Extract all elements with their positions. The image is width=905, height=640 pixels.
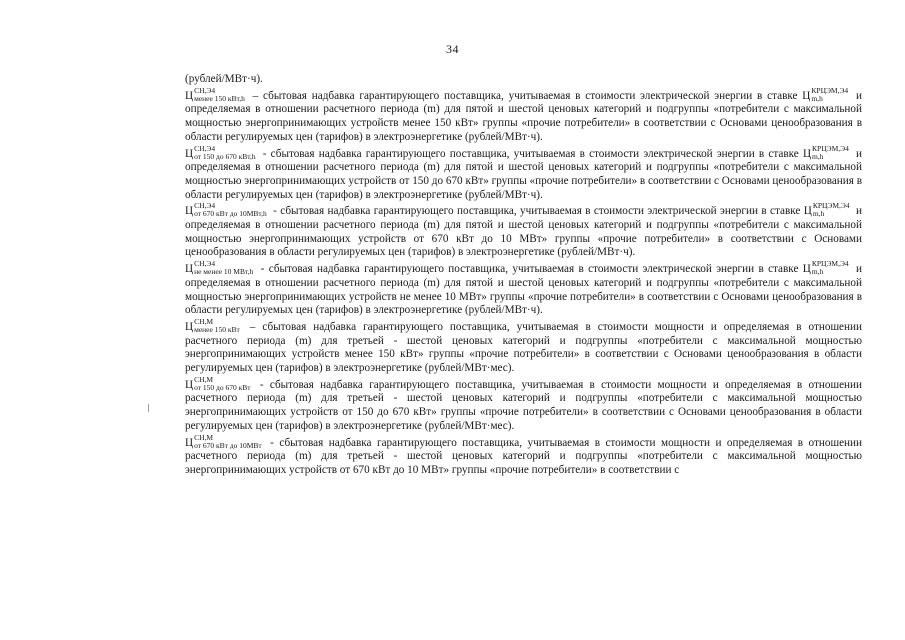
page-number: 34: [446, 42, 459, 56]
definition-text: - сбытовая надбавка гарантирующего поставщика, учитываемая в стоимости электрической энергии в ставке: [256, 263, 803, 276]
definition-text: - сбытовая надбавка гарантирующего поставщика, учитываемая в стоимости мощности и определяемая в отношении расчетного периода (m) для третьей - шестой ценовых категорий и подгруппы «потребители с максимальной мощностью энергопринимающих устройств от 150 до 670 кВт» группы «прочие потребители» в соответствии с Основами ценообразования в области регулируемых цен (тарифов) в электроэнергетике (рублей/МВт·мес).: [185, 378, 862, 432]
formula-symbol: Ц СН,Э4 от 150 до 670 кВт,h: [185, 143, 256, 161]
formula-symbol: Ц КРЦЭМ,Э4 m,h: [802, 259, 849, 277]
formula-symbol: Ц КРЦЭМ,Э4 m,h: [802, 85, 849, 103]
definition-paragraph: [185, 145, 862, 203]
formula-symbol: Ц СН,М менее 150 кВт: [185, 316, 240, 334]
definition-paragraph: [185, 87, 862, 145]
formula-symbol: Ц КРЦЭМ,Э4 m,h: [803, 201, 850, 219]
definition-text: – сбытовая надбавка гарантирующего поставщика, учитываемая в стоимости мощности и определяемая в отношении расчетного периода (m) для третьей - шестой ценовых категорий и подгруппы «потребители с максимальной мощностью энергопринимающих устройств менее 150 кВт» группы «прочие потребители» в соответствии с Основами ценообразования в области регулируемых цен (тарифов) в электроэнергетике (рублей/МВт·мес).: [185, 320, 862, 375]
formula-symbol: Ц СН,М от 150 до 670 кВт: [185, 374, 251, 392]
formula-symbol: Ц СН,М от 670 кВт до 10МВт: [185, 432, 262, 450]
formula-symbol: Ц СН,Э4 не менее 10 МВт,h: [185, 259, 254, 277]
definition-text: – сбытовая надбавка гарантирующего поставщика, учитываемая в стоимости электрической энергии в ставке: [247, 89, 803, 102]
formula-symbol: Ц СН,Э4 от 670 кВт до 10МВт,h: [185, 201, 267, 219]
definition-text: - сбытовая надбавка гарантирующего поставщика, учитываемая в стоимости электрической энергии в ставке: [258, 147, 803, 160]
scan-edge-mark: [148, 404, 149, 412]
definition-paragraph: [185, 434, 862, 478]
definition-text: и определяемая в отношении расчетного периода (m) для пятой и шестой ценовых категорий и подгруппы «потребители с максимальной мощностью энергопринимающих устройств не менее 10 МВт» группы «прочие потребители» в соответствии с Основами ценообразования в области регулируемых цен (тарифов) в электроэнергетике (рублей/МВт·ч).: [185, 263, 862, 317]
formula-symbol: Ц СН,Э4 менее 150 кВт,h: [185, 85, 245, 103]
definition-text: - сбытовая надбавка гарантирующего поставщика, учитываемая в стоимости мощности и определяемая в отношении расчетного периода (m) для третьей - шестой ценовых категорий и подгруппы «потребители с максимальной мощностью энергопринимающих устройств от 670 кВт до 10 МВт» группы «прочие потребители» в соответствии с: [185, 436, 862, 476]
definition-paragraph: [185, 318, 862, 376]
definition-paragraph: [185, 202, 862, 260]
definition-paragraph: [185, 260, 862, 318]
definition-text: и определяемая в отношении расчетного периода (m) для пятой и шестой ценовых категорий и подгруппы «потребители с максимальной мощностью энергопринимающих устройств менее 150 кВт» группы «прочие потребители» в соответствии с Основами ценообразования в области регулируемых цен (тарифов) в электроэнергетике (рублей/МВт·ч).: [185, 89, 862, 143]
definition-text: - сбытовая надбавка гарантирующего поставщика, учитываемая в стоимости электрической энергии в ставке: [269, 205, 804, 218]
definition-paragraph: [185, 376, 862, 434]
definition-text: и определяемая в отношении расчетного периода (m) для пятой и шестой ценовых категорий и подгруппы «потребители с максимальной мощностью энергопринимающих устройств от 150 до 670 кВт» группы «прочие потребители» в соответствии с Основами ценообразования в области регулируемых цен (тарифов) в электроэнергетике (рублей/МВт·ч).: [185, 147, 862, 201]
document-body: [185, 73, 862, 478]
definition-text: и определяемая в отношении расчетного периода (m) для пятой и шестой ценовых категорий и подгруппы «потребители с максимальной мощностью энергопринимающих устройств от 670 кВт до 10 МВт» группы «прочие потребители» в соответствии с Основами ценообразования в области регулируемых цен (тарифов) в электроэнергетике (рублей/МВт·ч).: [185, 205, 862, 259]
lead-line: (рублей/МВт·ч).: [185, 73, 263, 85]
formula-symbol: Ц КРЦЭМ,Э4 m,h: [802, 143, 849, 161]
